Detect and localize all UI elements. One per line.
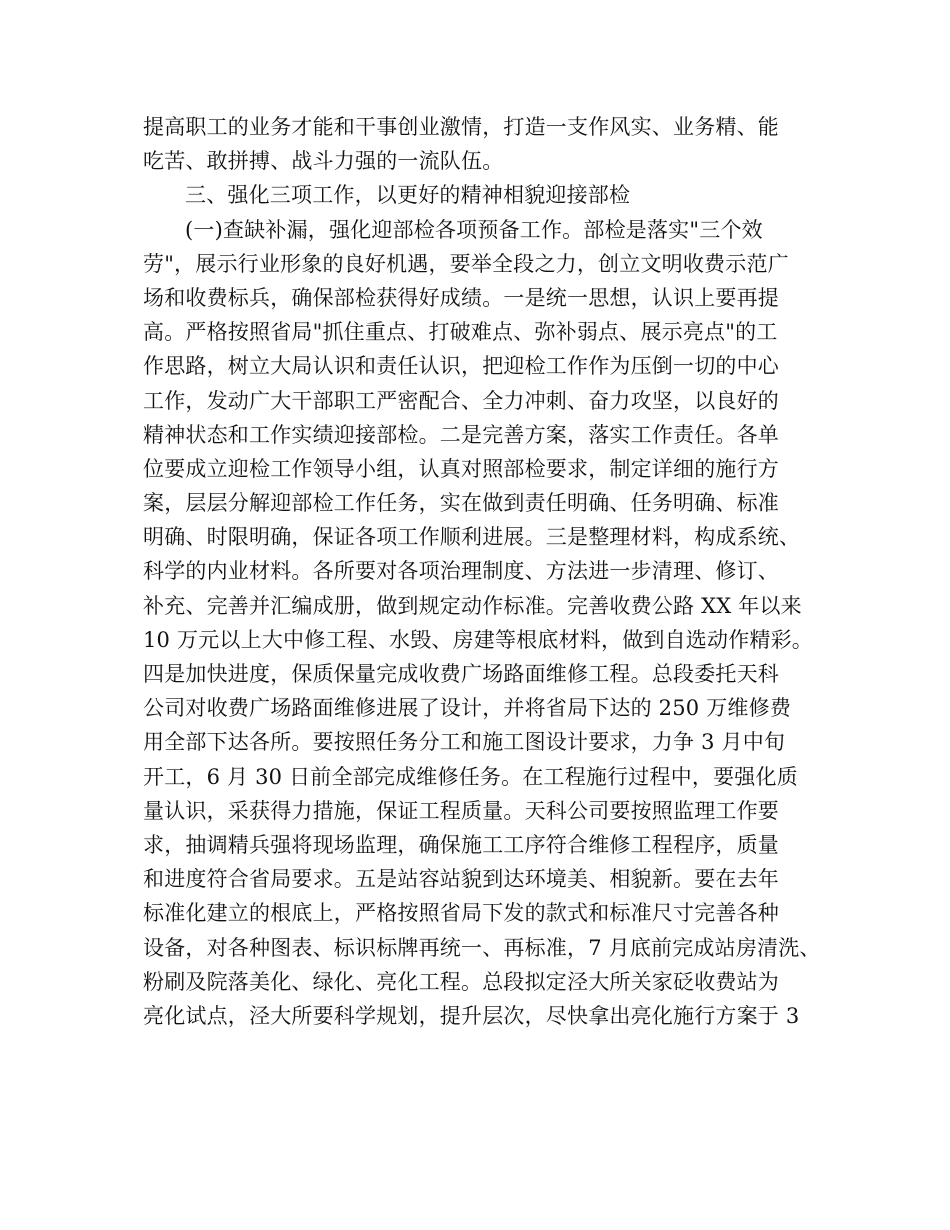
paragraph-2-line-6: 工作，发动广大干部职工严密配合、全力冲刺、奋力攻坚，以良好的: [143, 388, 779, 413]
paragraph-2-line-13: 10 万元以上大中修工程、水毁、房建等根底材料，做到自选动作精彩。: [143, 627, 813, 652]
paragraph-2-line-14: 四是加快进度，保质保量完成收费广场路面维修工程。总段委托天科: [143, 662, 779, 686]
paragraph-2-line-20: 和进度符合省局要求。五是站容站貌到达环境美、相貌新。要在去年: [143, 867, 779, 892]
paragraph-2-line-1: (一)查缺补漏，强化迎部检各项预备工作。部检是落实"三个效: [185, 217, 763, 242]
paragraph-2-line-4: 高。严格按照省局"抓住重点、打破难点、弥补弱点、展示亮点"的工: [143, 320, 778, 345]
paragraph-2-line-24: 亮化试点，泾大所要科学规划，提升层次，尽快拿出亮化施行方案于 3: [143, 1003, 800, 1028]
paragraph-2-line-15: 公司对收费广场路面维修进展了设计，并将省局下达的 250 万维修费: [143, 696, 792, 721]
paragraph-2-line-23: 粉刷及院落美化、绿化、亮化工程。总段拟定泾大所关家砭收费站为: [143, 969, 779, 994]
paragraph-2-line-9: 案，层层分解迎部检工作任务，实在做到责任明确、任务明确、标准: [143, 491, 779, 516]
paragraph-2-line-3: 场和收费标兵，确保部检获得好成绩。一是统一思想，认识上要再提: [143, 285, 779, 310]
paragraph-2-line-16: 用全部下达各所。要按照任务分工和施工图设计要求，力争 3 月中旬: [143, 730, 786, 755]
paragraph-2-line-5: 作思路，树立大局认识和责任认识，把迎检工作作为压倒一切的中心: [143, 354, 779, 379]
paragraph-2-line-2: 劳"，展示行业形象的良好机遇，要举全段之力，创立文明收费示范广: [143, 251, 789, 276]
paragraph-2-line-21: 标准化建立的根底上，严格按照省局下发的款式和标准尺寸完善各种: [143, 901, 779, 926]
section-heading: 三、强化三项工作，以更好的精神相貌迎接部检: [185, 183, 631, 208]
paragraph-2-line-10: 明确、时限明确，保证各项工作顺利进展。三是整理材料，构成系统、: [143, 525, 801, 550]
paragraph-2-line-11: 科学的内业材料。各所要对各项治理制度、方法进一步清理、修订、: [143, 559, 779, 584]
paragraph-2-line-18: 量认识，采获得力措施，保证工程质量。天科公司要按照监理工作要: [143, 798, 779, 823]
paragraph-2-line-7: 精神状态和工作实绩迎接部检。二是完善方案，落实工作责任。各单: [143, 422, 779, 447]
paragraph-1-line-2: 吃苦、敢拼搏、战斗力强的一流队伍。: [143, 149, 504, 174]
paragraph-1-line-1: 提高职工的业务才能和干事创业激情，打造一支作风实、业务精、能: [143, 115, 779, 139]
paragraph-2-line-12: 补充、完善并汇编成册，做到规定动作标准。完善收费公路 XX 年以来: [143, 593, 802, 618]
paragraph-2-line-8: 位要成立迎检工作领导小组，认真对照部检要求，制定详细的施行方: [143, 456, 779, 481]
paragraph-2-line-22: 设备，对各种图表、标识标牌再统一、再标准，7 月底前完成站房清洗、: [143, 935, 821, 960]
document-body: [143, 110, 823, 1033]
paragraph-2-line-17: 开工，6 月 30 日前全部完成维修任务。在工程施行过程中，要强化质: [143, 764, 798, 789]
paragraph-2-line-19: 求，抽调精兵强将现场监理，确保施工工序符合维修工程程序，质量: [143, 832, 779, 857]
